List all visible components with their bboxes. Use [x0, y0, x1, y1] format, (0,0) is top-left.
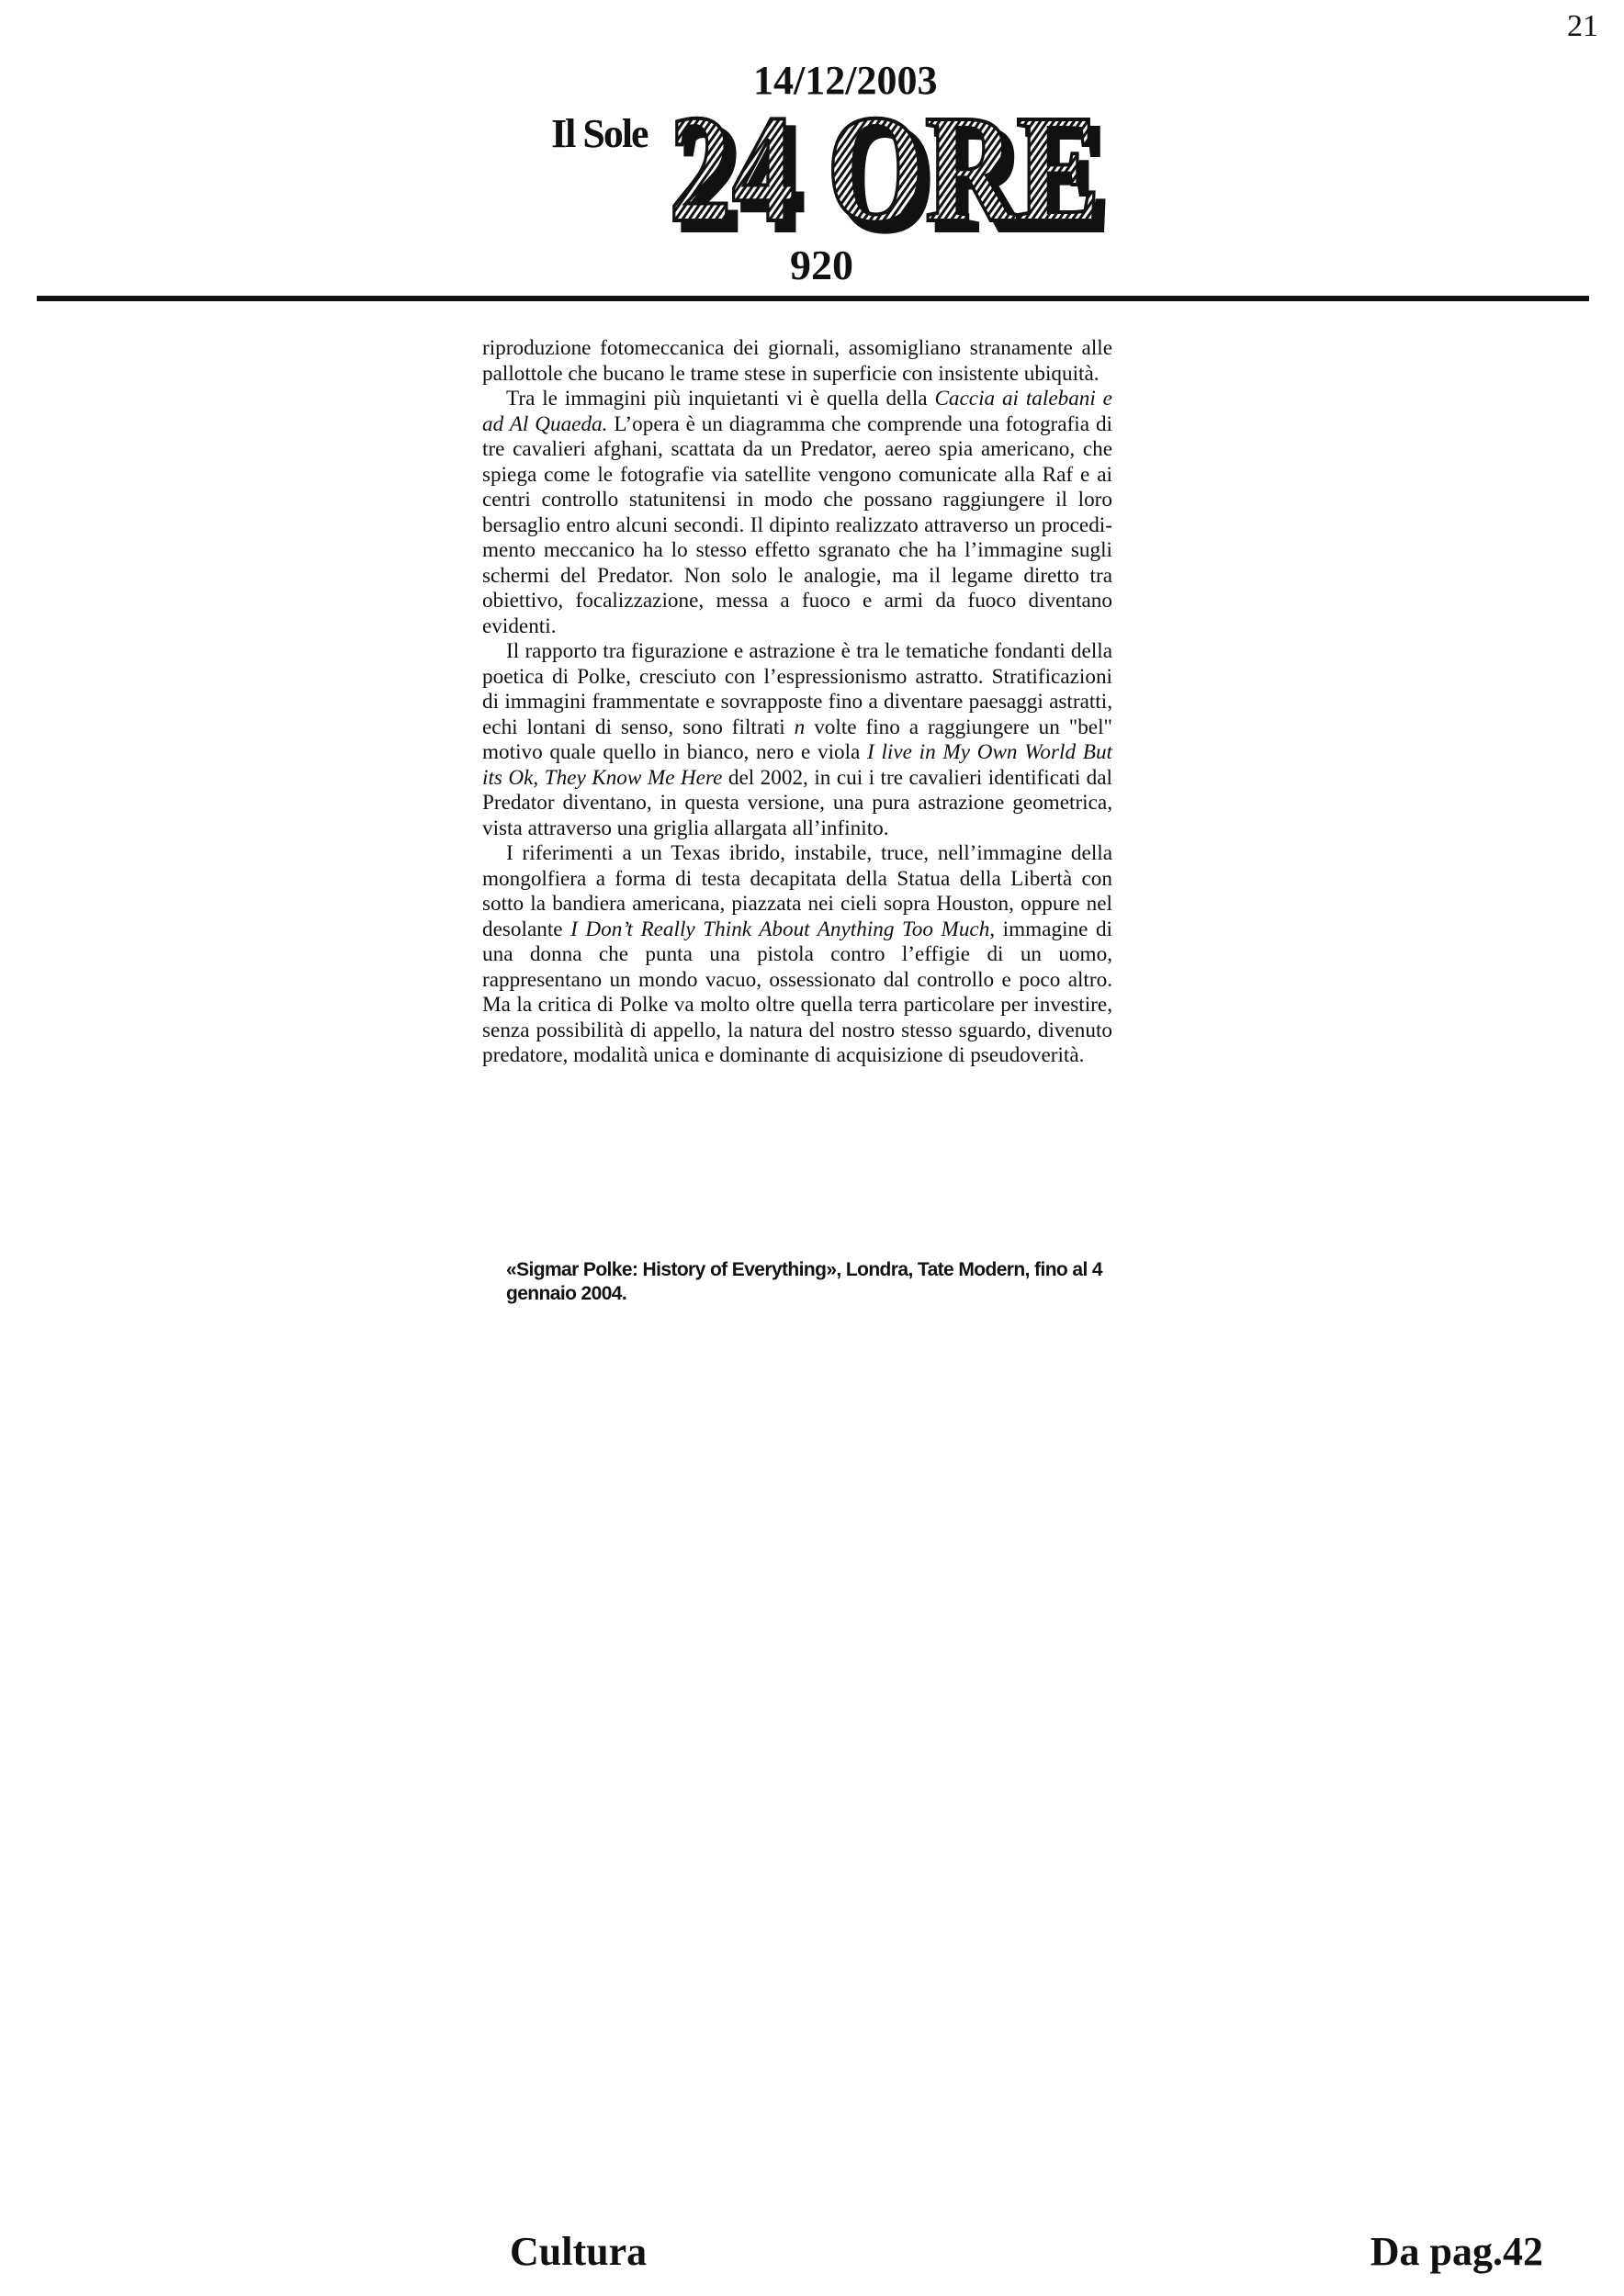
masthead	[0, 0, 1624, 303]
masthead-logo-text: 24 ORE	[669, 103, 1100, 241]
masthead-issue-code: 920	[790, 242, 853, 288]
text-run: volte fino a raggiungere un "bel" motivo quale quello in bianco, nero e viola	[482, 715, 1112, 764]
text-run: L’opera è un diagramma che comprende una fotografia di tre cavalieri afghani, scattata da un Predator, aereo spia americano, che spiega come le fotografie via satellite vengono comunicate alla Raf e ai centri controllo statunitensi in modo che possano raggiungere il loro bersaglio entro alcuni secondi. Il dipinto realizzato attraverso un procedimento meccanico ha lo stesso effetto sgranato che ha l’immagine sugli schermi del Predator. Non solo le analogie, ma il legame diretto tra obiettivo, focalizzazione, messa a fuoco e armi da fuoco diventano evidenti.	[482, 411, 1112, 638]
article-paragraph-3	[482, 639, 1112, 841]
masthead-divider	[37, 296, 1589, 301]
page-number: 21	[1567, 9, 1598, 43]
italic-title-run: n	[794, 715, 806, 739]
masthead-prefix: Il Sole	[551, 111, 648, 156]
masthead-date: 14/12/2003	[753, 58, 938, 103]
article-paragraph-4	[482, 841, 1112, 1069]
italic-title-run: I live in My Own World But its Ok, They Know Me Here	[482, 740, 1112, 790]
text-run: del 2002, in cui i tre cavalieri identificati dal Predator diventano, in questa versione, una pura astrazione geometrica, vista attraverso una griglia allargata all’infinito.	[482, 765, 1112, 840]
text-run: I riferimenti a un Texas ibrido, instabile, truce, nell’immagine della mongolfiera a forma di testa decapitata della Statua della Libertà con sotto la bandiera americana, piazzata nei cieli sopra Houston, oppure nel desolante	[482, 841, 1112, 941]
article-paragraph-2	[482, 387, 1112, 639]
text-run: immagine di una donna che punta una pistola contro l’effigie di un uomo, rappresentano un mondo vacuo, ossessionato dal controllo e poco altro. Ma la critica di Polke va molto oltre quella terra particolare per investire, senza possibilità di appello, la natura del nostro stesso sguardo, divenuto predatore, modalità unica e dominante di acquisizione di pseudoverità.	[482, 917, 1112, 1067]
article-paragraph-1	[482, 336, 1112, 387]
text-run: Tra le immagini più inquietanti vi è quella della	[506, 387, 935, 411]
masthead-logo	[661, 103, 1121, 241]
italic-title-run: Caccia ai talebani e ad Al Quaeda.	[482, 387, 1112, 436]
footer-source-page: Da pag.42	[1370, 2229, 1543, 2274]
text-run: riproduzione fotomeccanica dei giornali, assomigliano stranamente alle pallottole che bucano le trame stese in superficie con insistente ubiquità.	[482, 336, 1112, 386]
masthead-logo-shadow: 24 ORE	[678, 103, 1110, 241]
exhibition-caption: «Sigmar Polke: History of Everything», Londra, Tate Modern, fino al 4 gennaio 2004.	[506, 1259, 1103, 1304]
footer-section-name: Cultura	[510, 2229, 648, 2274]
article-body	[482, 336, 1112, 1069]
italic-title-run: I Don’t Really Think About Anything Too Much,	[570, 917, 996, 941]
text-run: Il rapporto tra figurazione e astrazione è tra le tematiche fondanti della poetica di Polke, cresciuto con l’espressionismo astratto. Stratificazioni di immagini frammentate e sovrapposte fino a diventare paesaggi astratti, echi lontani di senso, sono filtrati	[482, 639, 1112, 739]
